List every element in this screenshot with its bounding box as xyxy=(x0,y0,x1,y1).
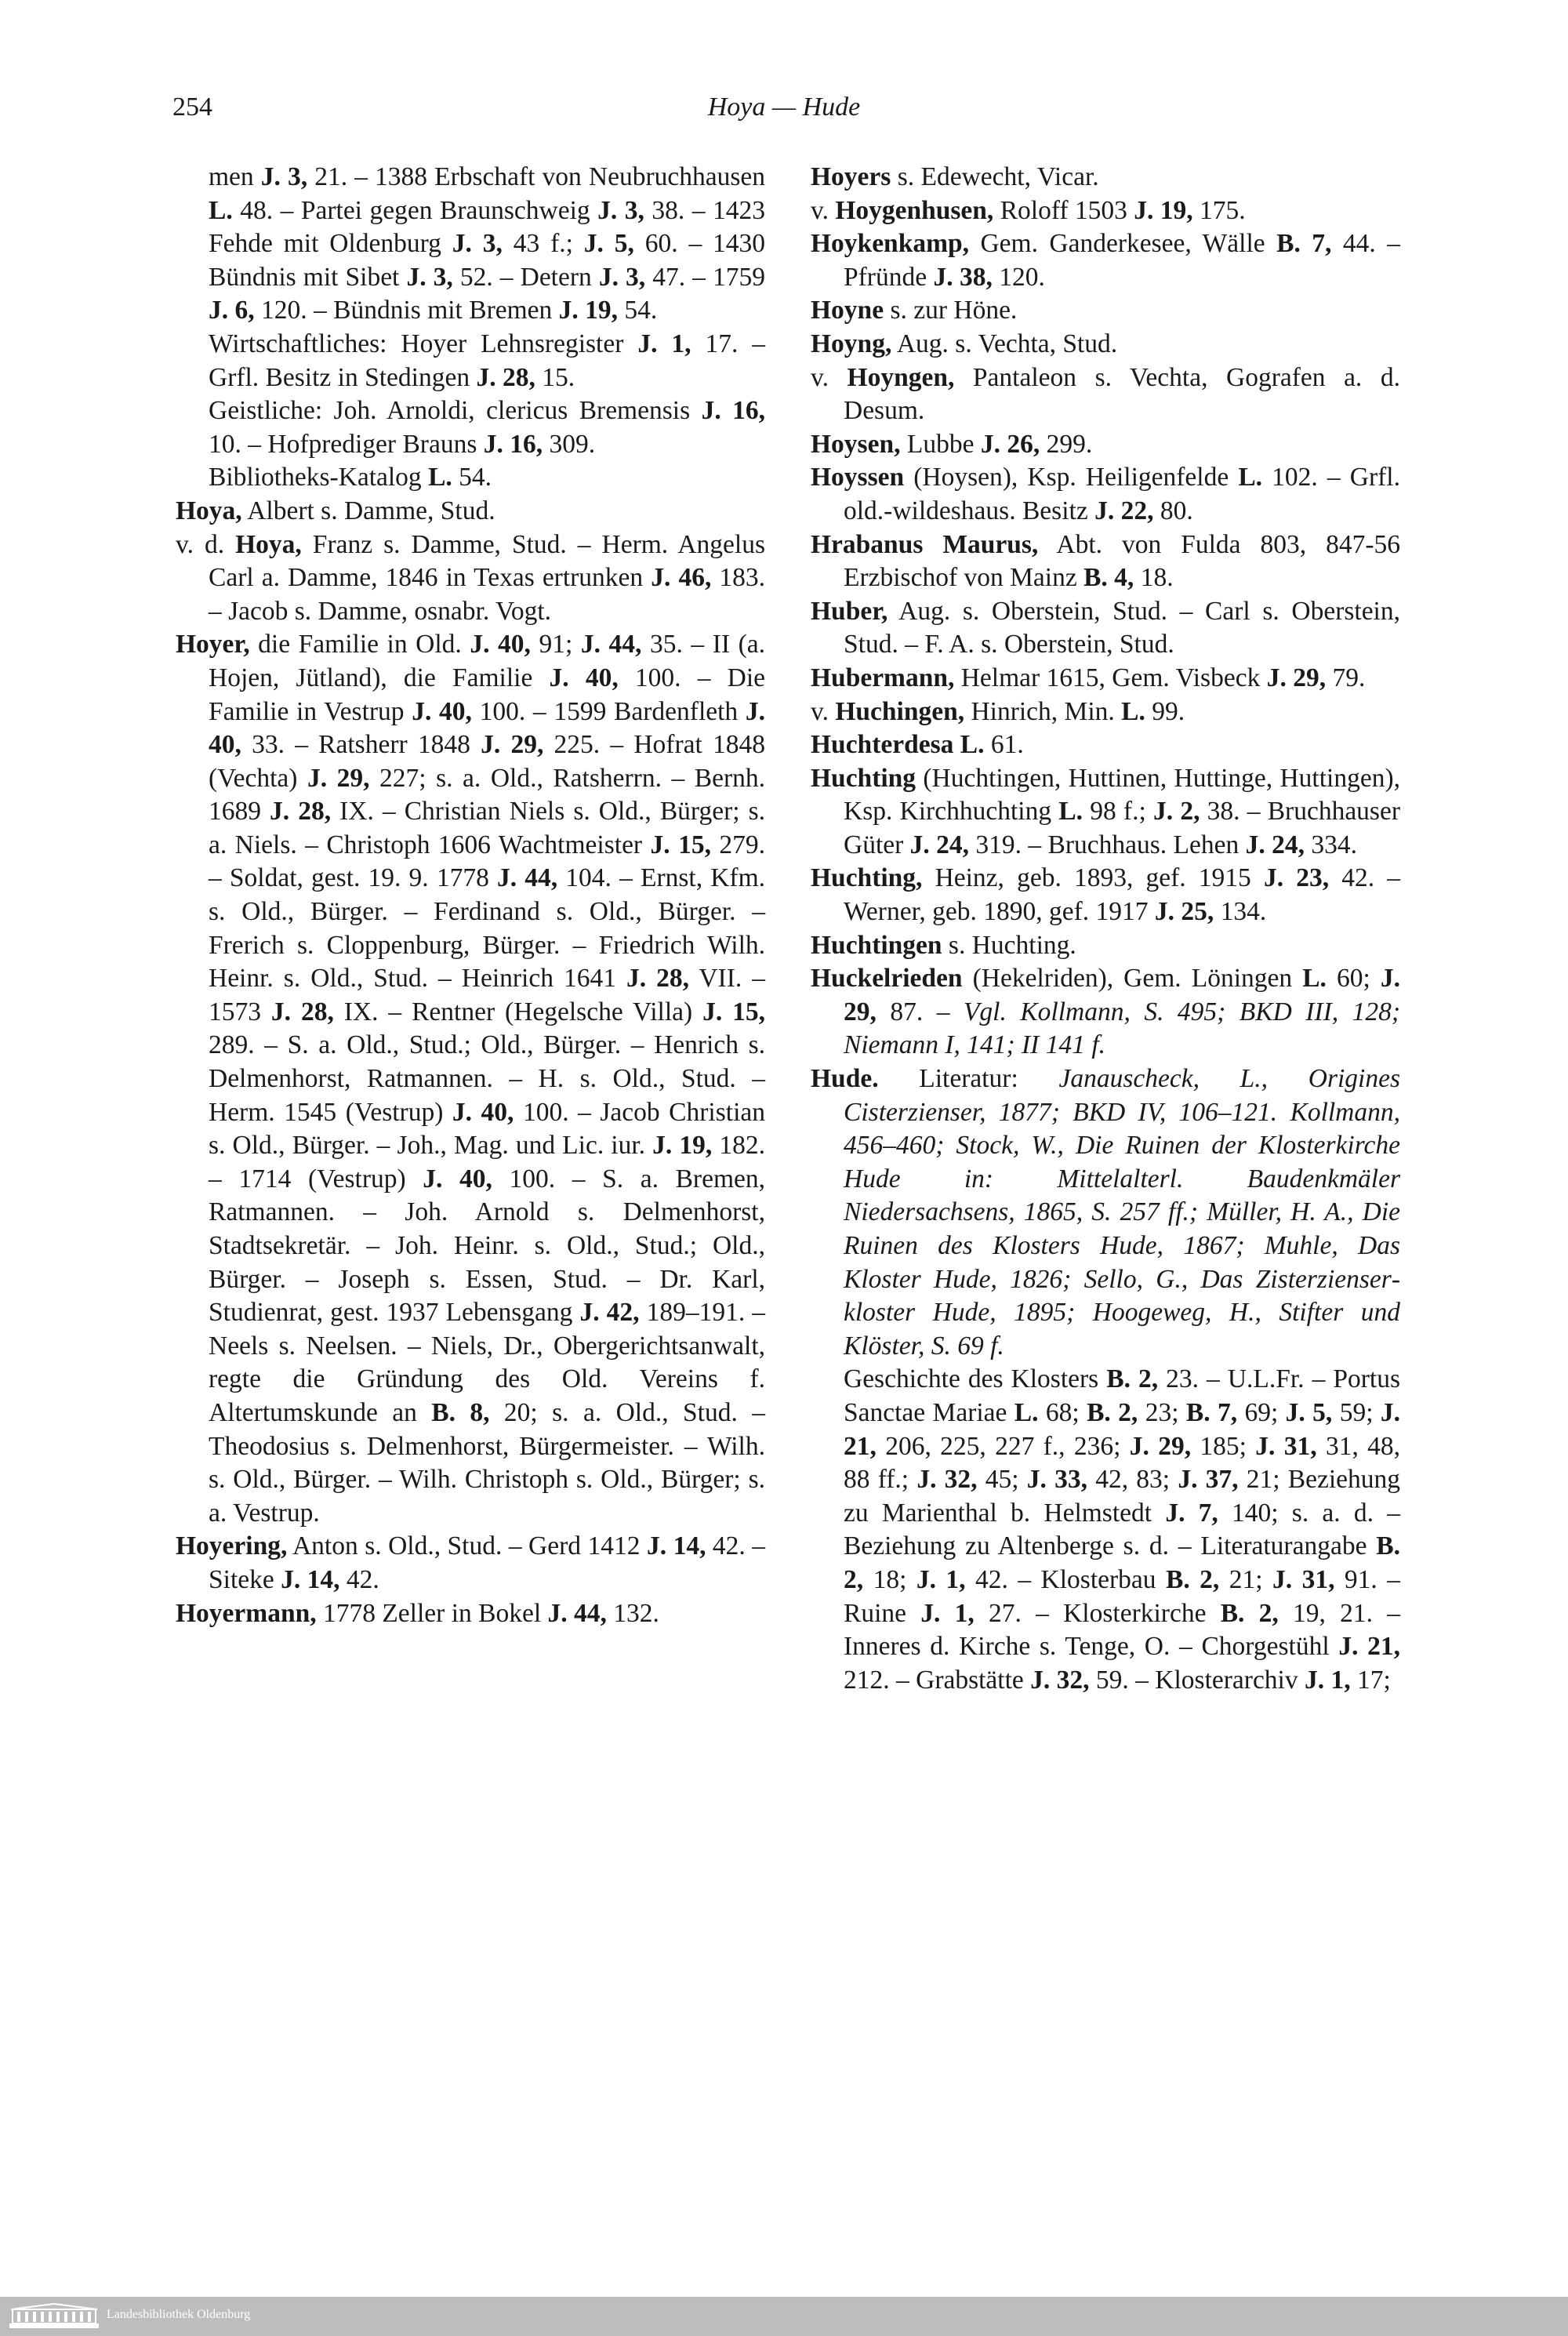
entry-bold-run: Hoyng, xyxy=(811,329,892,358)
entry-text-run: 47. – 1759 xyxy=(645,262,766,292)
entry-bold-run: J. 29, xyxy=(481,730,544,760)
entry-bold-run: J. 19, xyxy=(558,296,619,325)
entry-bold-run: J. 32, xyxy=(916,1465,978,1495)
index-entry xyxy=(811,161,1400,194)
entry-bold-run: Hoygenhusen, xyxy=(835,195,994,225)
entry-text-run: IX. – Christian Niels s. Old., Bürger; s. a. Niels. – Christoph 1606 Wachtmeister xyxy=(209,797,765,859)
entry-text-run: 132. xyxy=(606,1598,659,1628)
entry-text-run: Hinrich, Min. xyxy=(964,696,1122,726)
entry-bold-run: J. 1, xyxy=(920,1598,975,1628)
entry-text-run: 52. – Detern xyxy=(452,262,599,292)
entry-bold-run: J. 21, xyxy=(1338,1632,1400,1662)
entry-text-run: 59; xyxy=(1332,1397,1381,1427)
entry-text-run: Aug. s. Oberstein, Stud. – Carl s. Oberstein, Stud. – F. A. s. Oberstein, Stud. xyxy=(844,596,1400,659)
index-entry xyxy=(811,862,1400,928)
entry-text-run: 19, 21. – Inneres d. Kirche s. Tenge, O. – Chorgestühl xyxy=(844,1598,1401,1662)
entry-text-run: 102. – Grfl. old.-wildeshaus. Besitz xyxy=(844,463,1400,525)
entry-text-run: 175. xyxy=(1192,195,1246,225)
entry-text-run: Geistliche: Joh. Arnoldi, clericus Bremensis xyxy=(209,396,702,426)
entry-bold-run: J. 31, xyxy=(1272,1564,1335,1594)
entry-bold-run: J. 31, xyxy=(1255,1431,1317,1461)
entry-bold-run: J. 15, xyxy=(650,830,711,859)
entry-text-run: s. zur Höne. xyxy=(884,296,1018,325)
entry-text-run: 27. – Klosterkirche xyxy=(974,1598,1221,1628)
entry-text-run: Helmar 1615, Gem. Visbeck xyxy=(954,663,1267,692)
entry-text-run: Pantaleon s. Vechta, Gografen a. d. Desum. xyxy=(844,362,1400,426)
entry-bold-run: Hubermann, xyxy=(811,663,955,692)
index-entry xyxy=(811,529,1400,595)
entry-text-run: 17; xyxy=(1350,1665,1391,1695)
entry-bold-run: Huckelrieden xyxy=(811,964,963,994)
entry-text-run xyxy=(953,730,960,759)
index-entry xyxy=(811,194,1400,228)
entry-bold-run: B. 2, xyxy=(1087,1397,1138,1427)
entry-bold-run: L. xyxy=(1121,696,1145,726)
entry-text-run: die Familie in Old. xyxy=(249,630,470,659)
entry-bold-run: J. 3, xyxy=(598,262,646,292)
entry-text-run: 42, 83; xyxy=(1087,1465,1178,1495)
index-entry xyxy=(176,1597,765,1631)
entry-text-run: 98 f.; xyxy=(1083,797,1153,827)
entry-text-run: 38. – Bruchhauser Güter xyxy=(844,797,1400,859)
entry-bold-run: J. 42, xyxy=(579,1298,640,1328)
entry-text-run: Aug. s. Vechta, Stud. xyxy=(891,329,1118,358)
entry-bold-run: J. 44, xyxy=(580,630,642,659)
entry-text-run: 23; xyxy=(1138,1397,1186,1427)
entry-bold-run: J. 44, xyxy=(497,863,558,893)
left-index-column xyxy=(176,161,765,1630)
entry-bold-run: J. 40, xyxy=(412,696,472,726)
entry-bold-run: Hoyer, xyxy=(176,630,250,659)
entry-bold-run: J. 28, xyxy=(270,997,334,1026)
entry-bold-run: J. 40, xyxy=(470,630,531,659)
entry-text-run: Roloff 1503 xyxy=(993,195,1134,225)
entry-text-run: 91. – Ruine xyxy=(844,1564,1400,1628)
entry-text-run: (Huchtingen, Huttinen, Huttinge, Huttingen), Ksp. Kirchhuchting xyxy=(844,763,1400,827)
entry-bold-run: Hoysen, xyxy=(811,429,901,459)
entry-bold-run: J. 3, xyxy=(406,262,453,292)
index-entry xyxy=(176,328,765,394)
entry-text-run: 21; xyxy=(1219,1564,1273,1594)
entry-bold-run: Hoyermann, xyxy=(176,1598,317,1628)
entry-text-run: 18. xyxy=(1134,563,1174,593)
entry-bold-run: Huchterdesa xyxy=(811,730,954,760)
entry-text-run: Albert s. Damme, Stud. xyxy=(241,496,495,525)
entry-bold-run: Huchtingen xyxy=(811,930,942,960)
index-entry xyxy=(811,962,1400,1063)
index-entry xyxy=(176,1530,765,1597)
entry-text-run: 15. xyxy=(535,362,575,392)
entry-bold-run: L. xyxy=(1014,1397,1039,1427)
entry-bold-run: J. 14, xyxy=(281,1564,340,1594)
entry-text-run: 45; xyxy=(977,1465,1027,1495)
entry-text-run: 279. – Soldat, gest. 19. 9. 1778 xyxy=(209,830,766,893)
entry-bold-run: J. 28, xyxy=(270,797,332,827)
entry-bold-run: J. 28, xyxy=(476,362,535,392)
entry-bold-run: J. 2, xyxy=(1152,797,1200,827)
entry-text-run: 59. – Klosterarchiv xyxy=(1089,1665,1305,1695)
entry-bold-run: J. 33, xyxy=(1026,1465,1087,1495)
entry-bold-run: Hoyers xyxy=(811,162,891,191)
entry-bold-run: J. 3, xyxy=(452,229,503,259)
index-entry xyxy=(811,1363,1400,1697)
entry-bold-run: L. xyxy=(1238,463,1263,492)
entry-bold-run: J. 24, xyxy=(1245,830,1305,859)
index-entry xyxy=(811,696,1400,729)
entry-text-run: 100. – 1599 Bardenfleth xyxy=(471,696,746,726)
entry-bold-run: B. 2, xyxy=(1220,1598,1279,1628)
entry-bold-run: J. 14, xyxy=(646,1531,706,1561)
entry-text-run: 140; s. a. d. – Beziehung zu Altenberge s. d. – Literaturangabe xyxy=(844,1498,1401,1561)
entry-text-run: 69; xyxy=(1237,1397,1286,1427)
entry-text-run: 289. – S. a. Old., Stud.; Old., Bürger. – Henrich s. Delmenhorst, Ratmannen. – H. s. Old., Stud. – Herm. 1545 (Vestrup) xyxy=(209,1030,765,1127)
entry-text-run: 79. xyxy=(1326,663,1366,692)
entry-text-run: 48. – Partei gegen Braunschweig xyxy=(232,195,598,225)
entry-bold-run: L. xyxy=(960,730,985,760)
entry-text-run: Literatur: xyxy=(878,1064,1059,1094)
entry-text-run: Gem. Ganderkesee, Wälle xyxy=(968,229,1277,259)
entry-bold-run: J. 32, xyxy=(1030,1665,1090,1695)
entry-bold-run: Hoyssen xyxy=(811,463,905,492)
entry-text-run: Wirtschaftliches: Hoyer Lehnsregister xyxy=(209,329,638,358)
entry-bold-run: Hoyne xyxy=(811,296,884,325)
entry-text-run: 33. – Ratsherr 1848 xyxy=(241,730,481,760)
library-building-icon xyxy=(8,2303,100,2330)
entry-text-run: 21; Beziehung zu Marienthal b. Helmstedt xyxy=(844,1465,1401,1528)
entry-bold-run: J. 38, xyxy=(933,262,993,292)
entry-bold-run: Hoyering, xyxy=(176,1531,288,1561)
index-entry xyxy=(176,394,765,461)
entry-bold-run: Huchingen, xyxy=(835,696,965,726)
index-entry xyxy=(811,461,1400,528)
entry-bold-run: J. 40, xyxy=(423,1164,492,1193)
index-entry xyxy=(811,428,1400,462)
entry-bold-run: J. 29, xyxy=(844,964,1401,1026)
index-entry xyxy=(811,662,1400,696)
index-entry xyxy=(811,361,1400,428)
entry-bold-run: J. 1, xyxy=(1305,1665,1351,1695)
index-entry xyxy=(176,495,765,529)
entry-bold-run: Hoyngen, xyxy=(847,362,955,392)
entry-text-run: Franz s. Damme, Stud. – Herm. Angelus Carl a. Damme, 1846 in Texas ertrunken xyxy=(209,529,765,593)
entry-text-run: 120. – Bündnis mit Bremen xyxy=(254,296,559,325)
entry-text-run: (Hoysen), Ksp. Heiligenfelde xyxy=(904,463,1239,492)
entry-bold-run: B. 2, xyxy=(1106,1364,1159,1394)
index-entry xyxy=(811,929,1400,963)
entry-bold-run: J. 23, xyxy=(1263,863,1330,893)
entry-bold-run: B. 2, xyxy=(844,1531,1400,1594)
entry-bold-run: J. 3, xyxy=(260,162,308,191)
entry-text-run: v. xyxy=(811,696,836,726)
index-entry xyxy=(811,762,1400,863)
entry-text-run: 100. – Die Familie in Vestrup xyxy=(209,663,765,726)
entry-text-run: 212. – Grabstätte xyxy=(844,1665,1031,1695)
entry-bold-run: J. 46, xyxy=(651,563,712,593)
entry-text-run: s. Edewecht, Vicar. xyxy=(891,162,1099,191)
footer-library-name: Landesbibliothek Oldenburg xyxy=(107,2308,251,2321)
running-head: Hoya — Hude xyxy=(707,93,861,122)
entry-bold-run: Huchting, xyxy=(811,863,923,893)
entry-text-run: Anton s. Old., Stud. – Gerd 1412 xyxy=(287,1531,647,1561)
entry-text-run: 104. – Ernst, Kfm. s. Old., Bürger. – Ferdinand s. Old., Bürger. – Frerich s. Cloppenburg, Bürger. – Friedrich Wilh. Heinr. s. Old., Stud. – Heinrich 1641 xyxy=(209,863,766,994)
entry-text-run: 31, 48, 88 ff.; xyxy=(844,1431,1401,1495)
entry-text-run: 182. – 1714 (Vestrup) xyxy=(209,1131,765,1193)
entry-text-run: 42. – Werner, geb. 1890, gef. 1917 xyxy=(844,863,1401,927)
entry-bold-run: J. 29, xyxy=(1266,663,1327,692)
entry-text-run: 18; xyxy=(863,1564,916,1594)
entry-text-run: 20; s. a. Old., Stud. – Theodosius s. Delmenhorst, Bürgermeister. – Wilh. s. Old., Bürger. – Wilh. Christoph s. Old., Bürger; s. a. Vestrup. xyxy=(209,1397,765,1528)
index-entry xyxy=(176,461,765,495)
entry-text-run: 42. – Klosterbau xyxy=(965,1564,1166,1594)
entry-bold-run: J. 6, xyxy=(209,296,255,325)
entry-bold-run: J. 40, xyxy=(209,696,765,760)
entry-text-run: 35. – II (a. Hojen, Jütland), die Familie xyxy=(209,630,766,692)
entry-text-run: 21. – 1388 Erbschaft von Neubruchhausen xyxy=(307,162,766,191)
entry-text-run: 100. – Jacob Christian s. Old., Bürger. – Joh., Mag. und Lic. iur. xyxy=(209,1097,766,1161)
entry-text-run: 54. xyxy=(618,296,658,325)
entry-text-run: Lubbe xyxy=(900,429,981,459)
index-entry xyxy=(811,294,1400,328)
entry-text-run: IX. – Rentner (Hegelsche Villa) xyxy=(333,997,703,1026)
entry-bold-run: Hoya, xyxy=(235,529,302,559)
entry-text-run: 17. – Grfl. Besitz in Stedingen xyxy=(209,329,766,392)
index-entry xyxy=(811,227,1400,294)
entry-text-run: 91; xyxy=(530,630,581,659)
entry-italic-run: Vgl. Kollmann, S. 495; BKD III, 128; Niemann I, 141; II 141 f. xyxy=(844,997,1401,1060)
entry-text-run: 54. xyxy=(452,463,492,492)
entry-bold-run: J. 19, xyxy=(1134,195,1193,225)
entry-text-run: 100. – S. a. Bremen, Ratmannen. – Joh. Arnold s. Delmenhorst, Stadtsekretär. – Joh. Heinr. s. Old., Stud.; Old., Bürger. – Joseph s. Essen, Stud. – Dr. Karl, Studienrat, gest. 1937 Lebensgang xyxy=(209,1164,766,1328)
entry-text-run: Heinz, geb. 1893, gef. 1915 xyxy=(922,863,1264,893)
entry-bold-run: J. 1, xyxy=(916,1564,966,1594)
entry-bold-run: B. 7, xyxy=(1185,1397,1238,1427)
entry-text-run: 61. xyxy=(984,730,1024,760)
entry-bold-run: J. 15, xyxy=(702,997,765,1026)
index-entry xyxy=(811,328,1400,361)
entry-bold-run: J. 21, xyxy=(844,1397,1400,1461)
entry-bold-run: J. 19, xyxy=(652,1131,713,1161)
entry-bold-run: J. 44, xyxy=(547,1598,607,1628)
entry-text-run: 134. xyxy=(1214,897,1267,927)
entry-bold-run: B. 2, xyxy=(1165,1564,1220,1594)
entry-bold-run: J. 28, xyxy=(626,964,689,994)
index-entry xyxy=(811,728,1400,762)
entry-text-run: 206, 225, 227 f., 236; xyxy=(876,1431,1130,1461)
index-entry xyxy=(176,529,765,629)
entry-bold-run: B. 4, xyxy=(1083,563,1134,593)
entry-text-run: 183. – Jacob s. Damme, osnabr. Vogt. xyxy=(209,563,765,626)
entry-text-run: 99. xyxy=(1145,696,1185,726)
entry-bold-run: Hude. xyxy=(811,1064,879,1094)
footer-bar xyxy=(0,2297,1568,2336)
entry-text-run: Abt. von Fulda 803, 847-56 Erzbischof von Mainz xyxy=(844,529,1400,593)
entry-bold-run: J. 40, xyxy=(549,663,619,692)
entry-italic-run: Janauscheck, L., Origines Cisterzienser, 1877; BKD IV, 106–121. Kollmann, 456–460; Stock, W., Die Ruinen der Klosterkirche Hude in: Mittelalterl. Baudenkmäler Niedersachsens, 1865, S. 257 ff.; Müller, H. A., Die Ruinen des Klosters Hude, 1867; Muhle, Das Kloster Hude, 1826; Sello, G., Das Zisterzienserkloster Hude, 1895; Hoogeweg, H., Stifter und Klöster, S. 69 f. xyxy=(844,1064,1400,1361)
entry-bold-run: Hoya, xyxy=(176,496,242,525)
entry-text-run: 1778 Zeller in Bokel xyxy=(316,1598,548,1628)
entry-bold-run: J. 16, xyxy=(701,396,765,426)
index-entry xyxy=(176,161,765,328)
index-entry xyxy=(811,595,1400,662)
entry-bold-run: L. xyxy=(1058,797,1083,827)
entry-bold-run: L. xyxy=(1302,964,1327,994)
index-entry xyxy=(176,628,765,1530)
entry-bold-run: J. 29, xyxy=(307,763,370,793)
entry-text-run: 43 f.; xyxy=(502,229,584,259)
entry-text-run: 60. – 1430 Bündnis mit Sibet xyxy=(209,229,766,292)
entry-bold-run: J. 26, xyxy=(980,429,1040,459)
entry-bold-run: B. 8, xyxy=(431,1397,490,1427)
entry-text-run: v. xyxy=(811,362,848,392)
entry-bold-run: Hrabanus Maurus, xyxy=(811,529,1039,559)
entry-text-run: 309. xyxy=(543,429,596,459)
entry-text-run: 334. xyxy=(1305,830,1358,859)
entry-bold-run: J. 16, xyxy=(483,429,543,459)
entry-text-run: 68; xyxy=(1038,1397,1087,1427)
entry-text-run: 87. – xyxy=(876,997,964,1026)
entry-text-run: 42. – Siteke xyxy=(209,1531,765,1594)
page-number: 254 xyxy=(172,93,212,122)
entry-bold-run: L. xyxy=(209,195,233,225)
entry-text-run: 42. xyxy=(339,1564,379,1594)
entry-text-run: 44. – Pfründe xyxy=(844,229,1400,292)
entry-text-run: 185; xyxy=(1191,1431,1256,1461)
entry-text-run: 120. xyxy=(992,262,1045,292)
entry-bold-run: J. 37, xyxy=(1178,1465,1239,1495)
entry-text-run: 80. xyxy=(1153,496,1193,525)
entry-text-run: Bibliotheks-Katalog xyxy=(209,463,429,492)
entry-bold-run: J. 7, xyxy=(1165,1498,1218,1528)
entry-text-run: s. Huchting. xyxy=(942,930,1076,960)
entry-bold-run: Huchting xyxy=(811,763,916,793)
entry-bold-run: L. xyxy=(428,463,452,492)
entry-text-run: v. d. xyxy=(176,529,236,559)
entry-bold-run: B. 7, xyxy=(1276,229,1332,259)
entry-bold-run: J. 29, xyxy=(1129,1431,1192,1461)
entry-bold-run: J. 25, xyxy=(1154,897,1214,927)
entry-text-run: Geschichte des Klosters xyxy=(844,1364,1107,1394)
entry-text-run: men xyxy=(209,162,261,191)
entry-text-run: 60; xyxy=(1326,964,1381,994)
entry-text-run: VII. – 1573 xyxy=(209,964,765,1026)
entry-bold-run: J. 40, xyxy=(452,1097,514,1127)
entry-text-run: 225. – Hofrat 1848 (Vechta) xyxy=(209,730,765,793)
entry-bold-run: Hoykenkamp, xyxy=(811,229,969,259)
entry-bold-run: Huber, xyxy=(811,596,888,626)
entry-bold-run: J. 5, xyxy=(1285,1397,1333,1427)
entry-bold-run: J. 24, xyxy=(909,830,970,859)
entry-bold-run: J. 3, xyxy=(597,195,644,225)
entry-text-run: 38. – 1423 Fehde mit Oldenburg xyxy=(209,195,765,259)
entry-bold-run: J. 1, xyxy=(637,329,691,358)
entry-bold-run: J. 5, xyxy=(583,229,634,259)
right-index-column xyxy=(811,161,1400,1697)
entry-text-run: 189–191. – Neels s. Neelsen. – Niels, Dr., Obergerichtsanwalt, regte die Gründung des Old. Vereins f. Altertumskunde an xyxy=(209,1298,766,1427)
entry-text-run: 10. – Hofprediger Brauns xyxy=(209,429,484,459)
entry-text-run: (Hekelriden), Gem. Löningen xyxy=(962,964,1303,994)
entry-text-run: 23. – U.L.Fr. – Portus Sanctae Mariae xyxy=(844,1364,1400,1427)
entry-text-run: 227; s. a. Old., Ratsherrn. – Bernh. 1689 xyxy=(209,763,765,827)
entry-text-run: v. xyxy=(811,195,836,225)
index-entry xyxy=(811,1063,1400,1363)
entry-text-run: 299. xyxy=(1040,429,1093,459)
entry-bold-run: J. 22, xyxy=(1094,496,1154,525)
entry-text-run: 319. – Bruchhaus. Lehen xyxy=(969,830,1246,859)
